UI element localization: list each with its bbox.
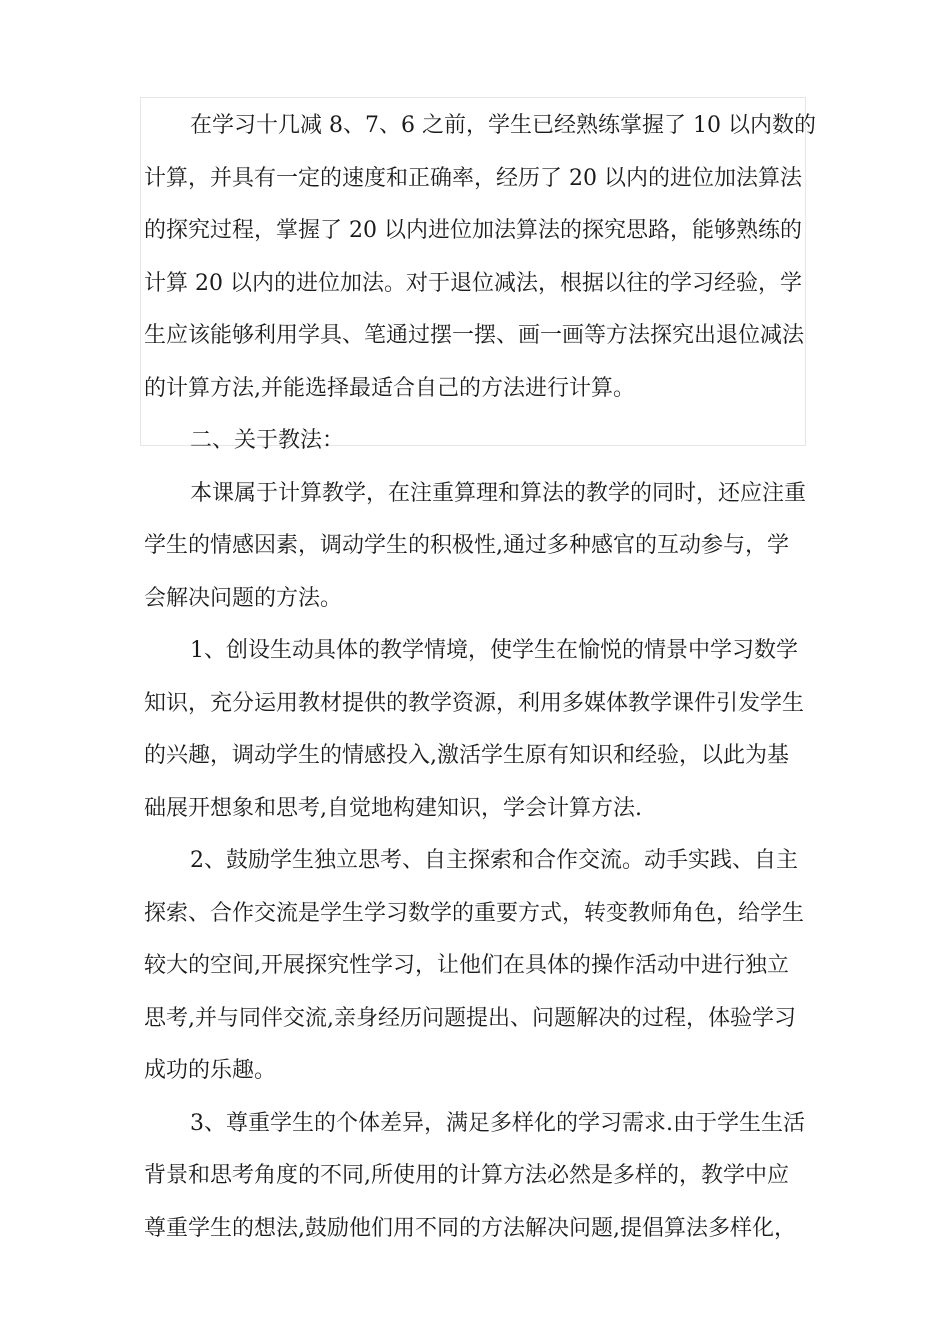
text-line: 背景和思考角度的不同,所使用的计算方法必然是多样的，教学中应	[144, 1163, 789, 1188]
text-line: 生应该能够利用学具、笔通过摆一摆、画一画等方法探究出退位减法	[144, 323, 805, 348]
text-line: 知识，充分运用教材提供的教学资源，利用多媒体教学课件引发学生	[144, 690, 805, 716]
text-line: 在学习十几减 8、7、6 之前，学生已经熟练掌握了 10 以内数的	[190, 113, 816, 138]
document-body	[144, 100, 818, 1255]
text-line: 1、创设生动具体的教学情境，使学生在愉悦的情景中学习数学	[190, 638, 798, 663]
text-line: 3、尊重学生的个体差异，满足多样化的学习需求.由于学生生活	[190, 1110, 805, 1136]
text-line: 2、鼓励学生独立思考、自主探索和合作交流。动手实践、自主	[190, 848, 798, 873]
text-line: 本课属于计算教学，在注重算理和算法的教学的同时，还应注重	[190, 480, 807, 506]
text-line: 础展开想象和思考,自觉地构建知识，学会计算方法.	[144, 795, 642, 821]
text-line: 计算，并具有一定的速度和正确率，经历了 20 以内的进位加法算法	[144, 165, 802, 191]
paragraph	[144, 100, 818, 415]
section-heading-text: 二、关于教法：	[190, 428, 345, 453]
text-line: 学生的情感因素，调动学生的积极性,通过多种感官的互动参与，学	[144, 533, 789, 558]
section-heading	[144, 415, 818, 468]
text-line: 的兴趣，调动学生的情感投入,激活学生原有知识和经验，以此为基	[144, 743, 789, 768]
paragraph	[144, 835, 818, 1098]
text-line: 探索、合作交流是学生学习数学的重要方式，转变教师角色，给学生	[144, 900, 805, 926]
text-line: 尊重学生的想法,鼓励他们用不同的方法解决问题,提倡算法多样化，	[144, 1215, 796, 1241]
paragraph	[144, 1098, 818, 1256]
text-line: 会解决问题的方法。	[144, 585, 343, 611]
text-line: 的计算方法,并能选择最适合自己的方法进行计算。	[144, 375, 635, 401]
text-line: 较大的空间,开展探究性学习，让他们在具体的操作活动中进行独立	[144, 953, 789, 978]
paragraph	[144, 468, 818, 626]
text-line: 思考,并与同伴交流,亲身经历问题提出、问题解决的过程，体验学习	[144, 1005, 796, 1031]
text-line: 成功的乐趣。	[144, 1058, 277, 1083]
text-line: 计算 20 以内的进位加法。对于退位减法，根据以往的学习经验，学	[144, 270, 802, 296]
text-line: 的探究过程，掌握了 20 以内进位加法算法的探究思路，能够熟练的	[144, 218, 802, 243]
paragraph	[144, 625, 818, 835]
